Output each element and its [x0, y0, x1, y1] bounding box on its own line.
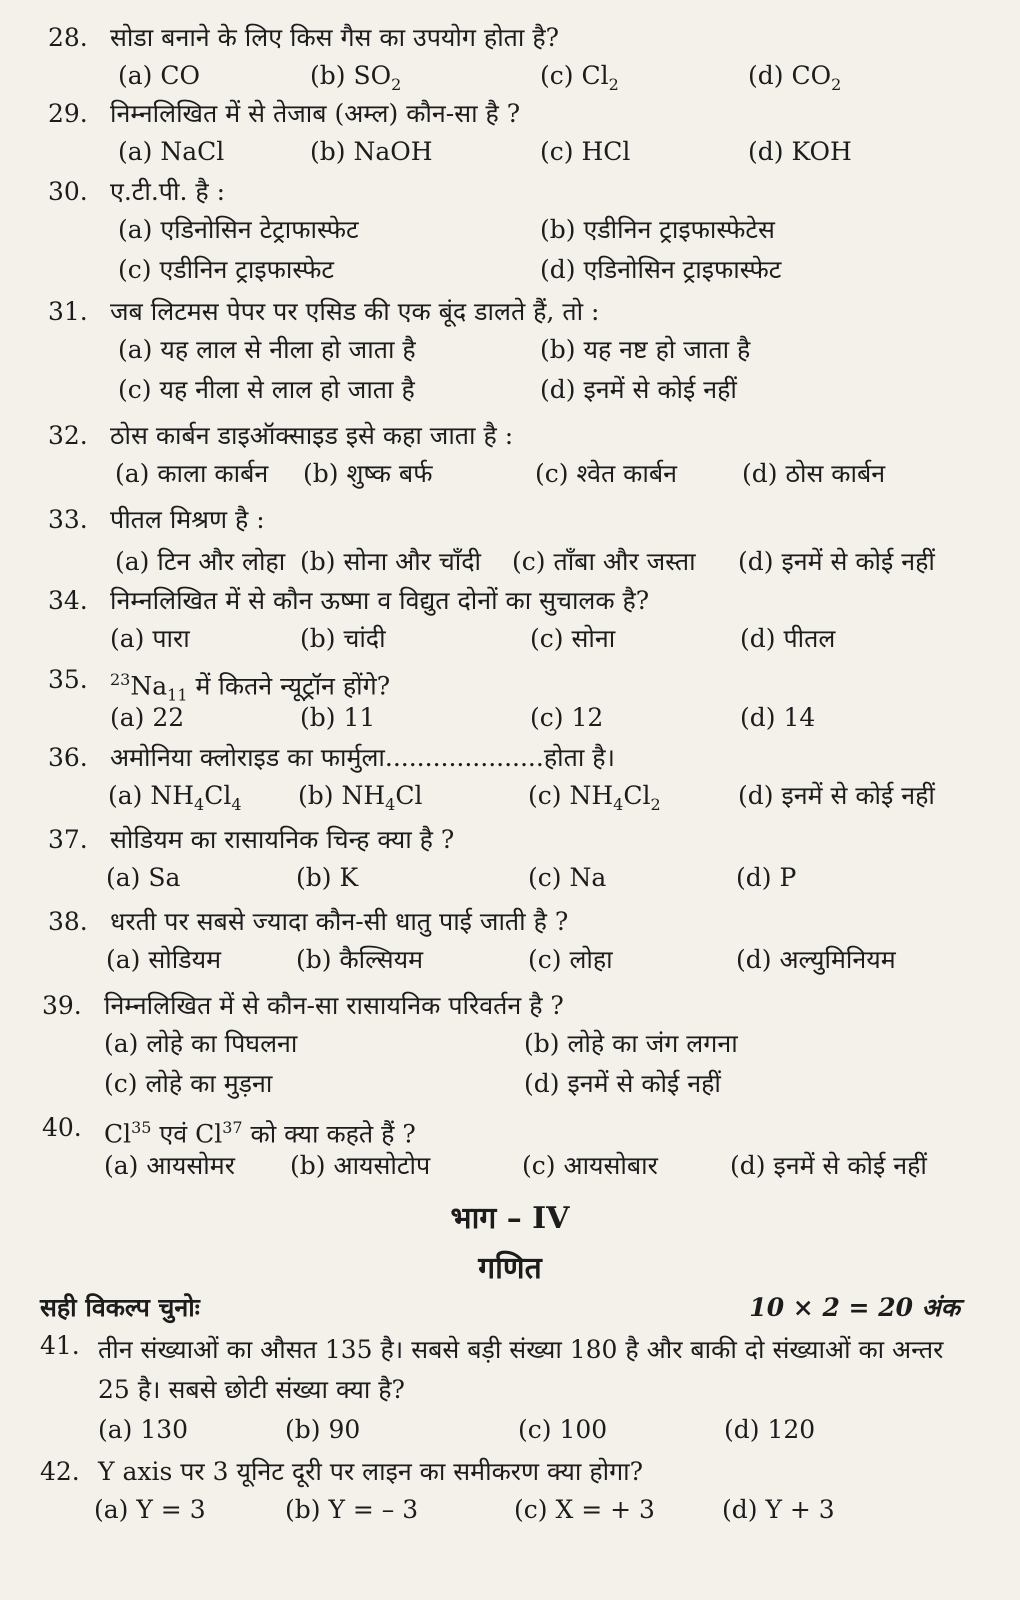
option-a: (a) यह लाल से नीला हो जाता है: [118, 335, 416, 364]
option-b: (b) $SO_2$: [310, 61, 402, 94]
question-text: सोडियम का रासायनिक चिन्ह क्या है ?: [110, 825, 455, 854]
option-a: (a) 22: [110, 703, 185, 732]
option-c: (c) आयसोबार: [522, 1151, 658, 1180]
question-text: सोडा बनाने के लिए किस गैस का उपयोग होता है?: [110, 23, 560, 52]
option-d: (d) एडिनोसिन ट्राइफास्फेट: [540, 255, 782, 284]
question-number: 31.: [48, 297, 88, 326]
option-a: (a) एडिनोसिन टेट्राफास्फेट: [118, 215, 359, 244]
option-c: (c) HCl: [540, 137, 631, 166]
option-b: (b) शुष्क बर्फ: [303, 459, 433, 488]
option-b: (b) 90: [285, 1415, 361, 1444]
option-c: (c) लोहे का मुड़ना: [104, 1069, 273, 1098]
question-text: तीन संख्याओं का औसत 135 है। सबसे बड़ी संख्या 180 है और बाकी दो संख्याओं का अन्तर 25 है। सबसे छोटी संख्या क्या है?: [98, 1335, 944, 1404]
question-number: 36.: [48, 743, 88, 772]
option-d: (d) इनमें से कोई नहीं: [738, 781, 935, 810]
question-number: 32.: [48, 421, 88, 450]
option-c: (c) $Cl_2$: [540, 61, 619, 94]
option-a: (a) काला कार्बन: [115, 459, 269, 488]
option-b: (b) Y = – 3: [285, 1495, 419, 1524]
section-part-heading: भाग – IV: [450, 1201, 570, 1236]
option-a: (a) NaCl: [118, 137, 225, 166]
option-d: (d) $CO_2$: [748, 61, 842, 94]
question-text: Y axis पर 3 यूनिट दूरी पर लाइन का समीकरण क्या होगा?: [98, 1457, 644, 1486]
option-c: (c) ताँबा और जस्ता: [512, 547, 696, 576]
question-text: पीतल मिश्रण है :: [110, 505, 265, 534]
question-number: 29.: [48, 99, 88, 128]
option-d: (d) इनमें से कोई नहीं: [540, 375, 737, 404]
question-30: [0, 176, 1020, 294]
question-35: [0, 664, 1020, 742]
question-42: [0, 1456, 1020, 1534]
question-text: धरती पर सबसे ज्यादा कौन-सी धातु पाई जाती है ?: [110, 907, 569, 936]
option-b: (b) NaOH: [310, 137, 433, 166]
question-text: निम्नलिखित में से कौन-सा रासायनिक परिवर्तन है ?: [104, 991, 564, 1020]
marks-text: 10 × 2 = 20 अंक: [749, 1293, 960, 1322]
question-text: Cl$^{35}$ एवं Cl$^{37}$ को क्या कहते हैं ?: [104, 1118, 416, 1149]
question-number: 37.: [48, 825, 88, 854]
question-number: 42.: [40, 1457, 80, 1486]
option-c: (c) 12: [530, 703, 604, 732]
option-b: (b) लोहे का जंग लगना: [524, 1029, 738, 1058]
option-d: (d) ठोस कार्बन: [742, 459, 886, 488]
option-d: (d) अल्युमिनियम: [736, 945, 896, 974]
option-a: (a) आयसोमर: [104, 1151, 235, 1180]
question-number: 40.: [42, 1113, 82, 1142]
question-40: [0, 1112, 1020, 1190]
instruction-text: सही विकल्प चुनोः: [40, 1293, 200, 1322]
option-a: (a) टिन और लोहा: [115, 547, 286, 576]
option-d: (d) इनमें से कोई नहीं: [738, 547, 935, 576]
option-c: (c) Na: [528, 863, 607, 892]
option-b: (b) आयसोटोप: [290, 1151, 431, 1180]
option-c: (c) एडीनिन ट्राइफास्फेट: [118, 255, 335, 284]
option-b: (b) यह नष्ट हो जाता है: [540, 335, 751, 364]
option-d: (d) पीतल: [740, 624, 836, 653]
question-28: [0, 22, 1020, 100]
question-38: [0, 906, 1020, 984]
option-c: (c) श्वेत कार्बन: [535, 459, 678, 488]
option-d: (d) KOH: [748, 137, 852, 166]
question-number: 39.: [42, 991, 82, 1020]
question-text: $^{23}Na_{11}$ में कितने न्यूट्रॉन होंगे?: [110, 670, 391, 705]
option-d: (d) P: [736, 863, 797, 892]
question-32: [0, 420, 1020, 498]
option-d: (d) इनमें से कोई नहीं: [730, 1151, 927, 1180]
option-b: (b) K: [296, 863, 359, 892]
question-39: [0, 990, 1020, 1108]
question-33: [0, 504, 1020, 586]
option-c: (c) X = + 3: [514, 1495, 655, 1524]
option-a: (a) $NH_4Cl_4$: [108, 781, 242, 814]
question-31: [0, 296, 1020, 414]
question-29: [0, 98, 1020, 176]
option-a: (a) 130: [98, 1415, 189, 1444]
option-a: (a) Sa: [106, 863, 181, 892]
option-c: (c) सोना: [530, 624, 616, 653]
question-number: 35.: [48, 665, 88, 694]
question-number: 41.: [40, 1331, 80, 1360]
question-text: निम्नलिखित में से कौन ऊष्मा व विद्युत दोनों का सुचालक है?: [110, 586, 650, 615]
question-text: ए.टी.पी. है :: [110, 177, 226, 206]
question-number: 34.: [48, 586, 88, 615]
question-text: जब लिटमस पेपर पर एसिड की एक बूंद डालते हैं, तो :: [110, 297, 600, 326]
question-number: 38.: [48, 907, 88, 936]
question-text: अमोनिया क्लोराइड का फार्मुला....................होता है।: [110, 743, 615, 772]
question-text: निम्नलिखित में से तेजाब (अम्ल) कौन-सा है ?: [110, 99, 521, 128]
option-a: (a) पारा: [110, 624, 190, 653]
option-b: (b) 11: [300, 703, 376, 732]
question-number: 33.: [48, 505, 88, 534]
question-number: 30.: [48, 177, 88, 206]
option-c: (c) $NH_4Cl_2$: [528, 781, 661, 814]
question-41: [0, 1330, 1020, 1454]
question-36: [0, 742, 1020, 820]
question-37: [0, 824, 1020, 902]
option-b: (b) एडीनिन ट्राइफास्फेटेस: [540, 215, 775, 244]
option-b: (b) कैल्सियम: [296, 945, 424, 974]
option-b: (b) सोना और चाँदी: [300, 547, 481, 576]
option-b: (b) $NH_4Cl$: [298, 781, 423, 814]
option-b: (b) चांदी: [300, 624, 386, 653]
option-c: (c) 100: [518, 1415, 608, 1444]
option-d: (d) Y + 3: [722, 1495, 835, 1524]
option-a: (a) CO: [118, 61, 200, 90]
option-c: (c) यह नीला से लाल हो जाता है: [118, 375, 415, 404]
option-a: (a) सोडियम: [106, 945, 222, 974]
question-number: 28.: [48, 23, 88, 52]
option-d: (d) इनमें से कोई नहीं: [524, 1069, 721, 1098]
option-c: (c) लोहा: [528, 945, 613, 974]
question-34: [0, 585, 1020, 663]
option-a: (a) लोहे का पिघलना: [104, 1029, 298, 1058]
section-subject-heading: गणित: [478, 1251, 542, 1286]
option-d: (d) 14: [740, 703, 816, 732]
question-text: ठोस कार्बन डाइऑक्साइड इसे कहा जाता है :: [110, 421, 514, 450]
option-a: (a) Y = 3: [94, 1495, 206, 1524]
option-d: (d) 120: [724, 1415, 816, 1444]
